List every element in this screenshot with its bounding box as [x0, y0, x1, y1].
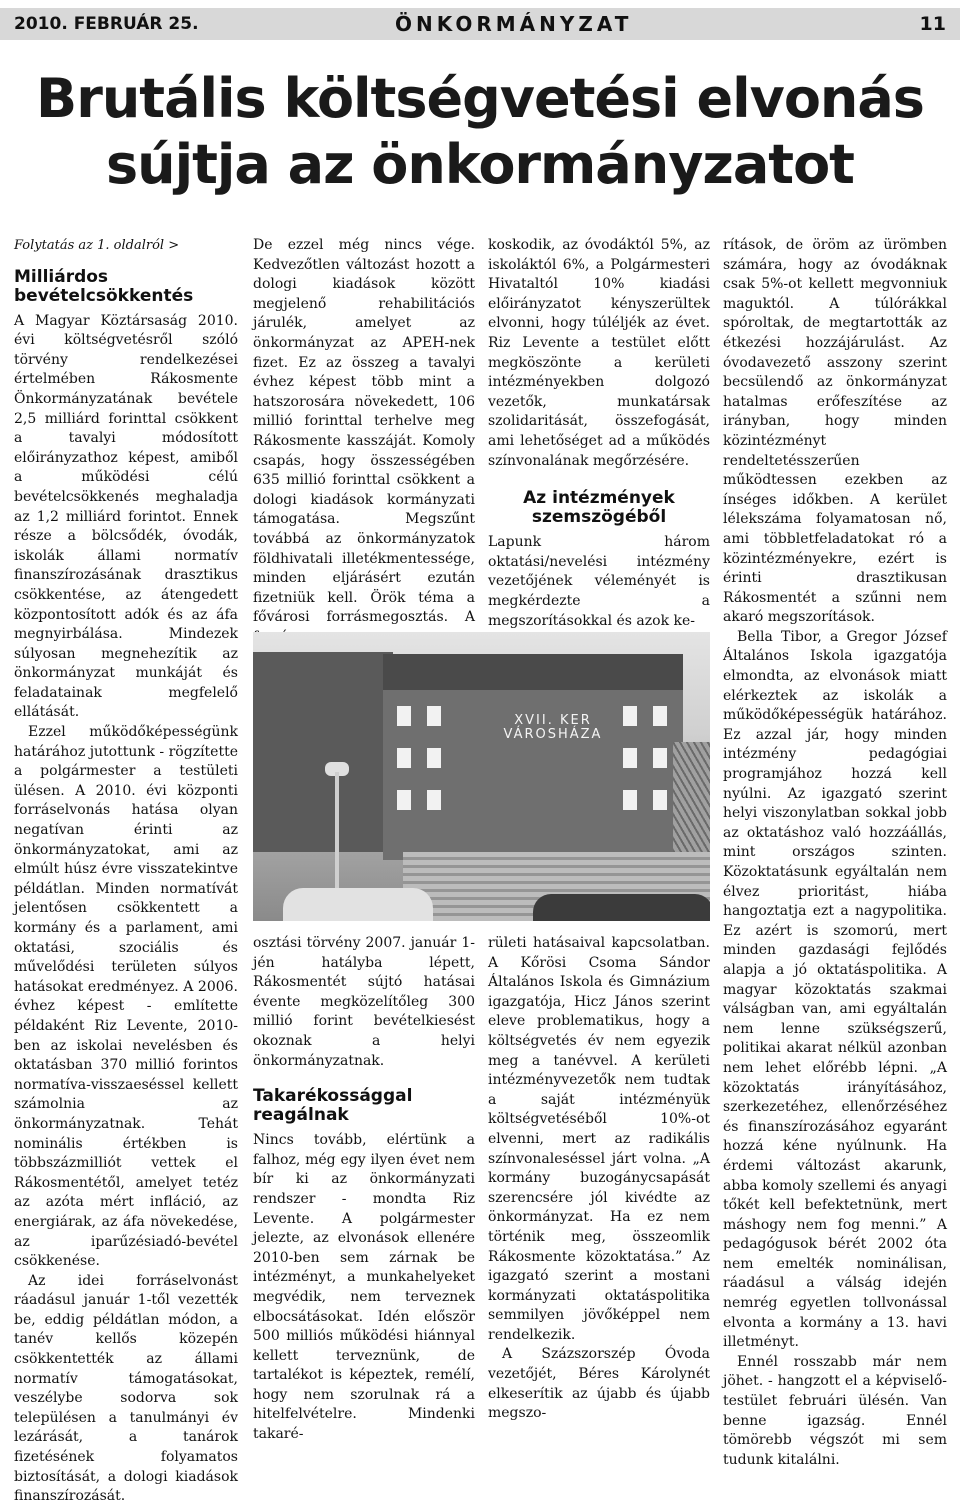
photo-car-dark: [533, 894, 710, 921]
subheading-milliardos: Milliárdos bevételcsökkentés: [14, 266, 194, 306]
paragraph: Az idei forráselvonást ráadásul január 1-től vezették be, eddig példátlan módon, a tanév kellős közepén csökkentették az állami normatív támogatásokat, veszélybe sodorva sok településen a tanulmányi év lezárását, a tanárok fizetésének folyamatos biztosítását, a dologi kiadások finanszírozását.: [14, 1272, 238, 1505]
page-header: [0, 0, 960, 46]
article-column-2-top: [253, 236, 475, 647]
headline-line-1: Brutális költségvetési elvonás: [36, 67, 924, 130]
paragraph: Bella Tibor, a Gregor József Általános Iskola igazgatója elmondta, az elvonások miatt elérkeztek az iskolák a működőképességük határához. Ez azzal jár, hogy minden intézmény pedagógiai programjához hozzá kell nyúlni. Az igazgató szerint helyi viszonylatban sokkal jobb az oktatáshoz való hozzáállás, mint országos szinten. Közoktatásunk egyáltalán nem élvez prioritást, hiába hangoztatja ezt a nagypolitika. Ez azért is szomorú, mert minden gazdasági fejlődés alapja a jó oktatáspolitika. A magyar közoktatás szakmai válságban van, ami egyáltalán nem lenne szükségszerű, politikai akarat nélkül azonban nem lehet előrébb lépni. „A közoktatás irányításához, szerkezetéhez, ellenőrzéséhez és finanszírozásához egyaránt hozzá kéne nyúlnunk. Ha érdemi változást akarunk, abba komoly szellemi és anyagi tőkét kell befektetnünk, mert máshogy nem fog menni.” A pedagógusok bérét 2002 óta nem emelték nominálisan, ráadásul a válság idején nemrég egyetlen tollvonással elvonta a kormány a 13. havi illetményt.: [723, 628, 947, 1351]
article-column-4: [723, 236, 947, 1470]
paragraph: Nincs tovább, elértünk a falhoz, még egy ilyen évet nem bír ki az önkormányzati rendszer - mondta Riz Levente. A polgármester jelezte, az elvonások ellenére 2010-ben sem zárnak be intézményt, a munkahelyeket megvédik, nem terveznek elbocsátásokat. Idén először 500 milliós működési hiánnyal kellett terveznünk, de tartalékot is képeztek, remélí, hogy nem szorulnak rá a hitelfelvételre. Mindenki takaré-: [253, 1132, 475, 1443]
article-column-1: [14, 236, 238, 1507]
paragraph: Ennél rosszabb már nem jöhet. - hangzott el a képviselő-testület februári ülésén. Van benne igazság. Ennél tömörebb végszót mi sem tudunk kitalálni.: [723, 1353, 947, 1468]
photo-lamp-post: [335, 772, 339, 892]
subheading-intezmenyek: Az intézmények szemszögéből: [523, 488, 675, 528]
page-number: 11: [919, 13, 946, 35]
headline-line-2: sújtja az önkormányzatot: [105, 133, 854, 196]
section-title: ÖNKORMÁNYZAT: [395, 12, 633, 36]
paragraph: osztási törvény 2007. január 1-jén hatályba lépett, Rákosmentét sújtó hatásai évente megközelítőleg 300 millió forint bevételkiesést okoznak a helyi önkormányzatnak.: [253, 935, 475, 1069]
photo-roof: [383, 654, 683, 690]
paragraph: A Magyar Köztársaság 2010. évi költségvetésről szóló törvény rendelkezései értelmében Rákosmente Önkormányzatának bevétele 2,5 milliárd forinttal csökkent a tavalyi módosított előirányzathoz képest, amiből a működési célú bevételcsökkenés meghaladja az 1,2 milliárd forintot. Ennek része a bölcsődék, óvodák, iskolák állami normatív finanszírozásának drasztikus csökkentése, az átengedett központosított adók és az áfa megnyirbálása. Mindezek súlyosan megnehezítik az önkormányzat munkáját és feladatainak megfelelő ellátását.: [14, 312, 238, 721]
article-column-3-bottom: [488, 934, 710, 1424]
issue-date: 2010. FEBRUÁR 25.: [14, 14, 199, 34]
paragraph: A Százszorszép Óvoda vezetőjét, Béres Károlynét elkeserítik az újabb és újabb megszo-: [488, 1346, 710, 1422]
paragraph: Ezzel működőképességünk határához jutottunk - rögzítette a polgármester a testületi ülésen. A 2010. évi központi forráselvonás hatása olyan negatívan érinti az önkormányzatokat, ami az elmúlt húsz évre visszatekintve példátlan. Minden normatívát jelentősen csökkentett a kormány és a parlament, ami oktatási, szociális és művelődési területen súlyos hatásokat eredményez. A 2006. évhez képest - említette példaként Riz Levente, 2010-ben az iskolai nevelésben és oktatásban 370 millió forintos normatíva-visszaeséssel kellett számolnia az önkormányzatnak. Tehát nominális értékben is többszázmilliót vettek el Rákosmentétől, amelyet tetéz az azóta mért infláció, az energiárak, az áfa növekedése, az iparűzésiadó-bevétel csökkenése.: [14, 724, 238, 1270]
city-hall-photo: [253, 632, 710, 921]
continuation-note: Folytatás az 1. oldalról >: [14, 238, 180, 253]
paragraph: rítások, de öröm az ürömben számára, hogy az óvodáknak csak 5%-ot kellett megvonniuk maguktól. A túlórákkal spóroltak, de megtartották az étkezési hozzájárulást. Az óvodavezető asszony szerint becsülendő az önkormányzat hatalmas erőfeszítése az irányban, hogy minden közintézményt rendeltetésszerűen működtessen ezekben az ínséges időkben. A kerület lélekszáma folyamatosan nő, ami többletfeladatokat ró a közintézményekre, ezért is érinti drasztikusan Rákosmentét a szűnni nem akaró megszorítások.: [723, 237, 947, 626]
paragraph: Lapunk három oktatási/nevelési intézmény vezetőjének véleményét is megkérdezte a megszorításokkal és azok ke-: [488, 534, 710, 629]
article-column-3-top: [488, 236, 710, 631]
article-headline: [0, 66, 960, 198]
photo-car-white: [283, 888, 433, 921]
paragraph: rületi hatásaival kapcsolatban. A Kőrösi Csoma Sándor Általános Iskola és Gimnázium igazgatója, Hicz János szerint eleve problematikus, hogy a költségvetés év nem egyezik meg a tanévvel. A kerületi intézményvezetők nem tudtak a saját intézményük költségvetéséből 10%-ot elvenni, mert az radikális színvonaleséssel járt volna. „A kormány buzogánycsapását szerencsére jól kivédte az önkormányzat. Ha ez nem történik meg, összeomlik Rákosmente közoktatása.” Az igazgató szerint a mostani kormányzati oktatáspolitika semmilyen jövőképpel nem rendelkezik.: [488, 935, 710, 1343]
photo-building-wing: [253, 652, 393, 852]
article-column-2-bottom: [253, 934, 475, 1445]
subheading-takarekossag: Takarékossággal reagálnak: [253, 1086, 413, 1126]
paragraph: De ezzel még nincs vége. Kedvezőtlen változást hozott a dologi kiadások között megjelenő rehabilitációs járulék, amelyet az önkormányzat az APEH-nek fizet. Ez az összeg a tavalyi évhez képest több mint a hatszorosára növekedett, 106 millió forinttal terhelve meg Rákosmente kasszáját. Komoly csapás, hogy összességében 635 millió forinttal csökkent a dologi kiadások kormányzati támogatása. Megszűnt továbbá az önkormányzatok földhivatali illetékmentessége, minden eljárásért ezután fizetniük kell. Örök téma a fővárosi forrásmegosztás. A: [253, 237, 475, 626]
photo-sign: XVII. KER VÁROSHÁZA: [503, 713, 603, 742]
photo-tree: [673, 742, 710, 852]
paragraph: koskodik, az óvodáktól 5%, az iskoláktól 6%, a Polgármesteri Hivataltól 10% kiadási előirányzatot kényszerültek elvonni, hogy túléljék az évet. Riz Levente a testület előtt megköszönte a kerületi intézményekben dolgozó vezetők, munkatársak szolidaritását, összefogását, ami lehetőséget ad a működés színvonalának megőrzésére.: [488, 237, 710, 469]
